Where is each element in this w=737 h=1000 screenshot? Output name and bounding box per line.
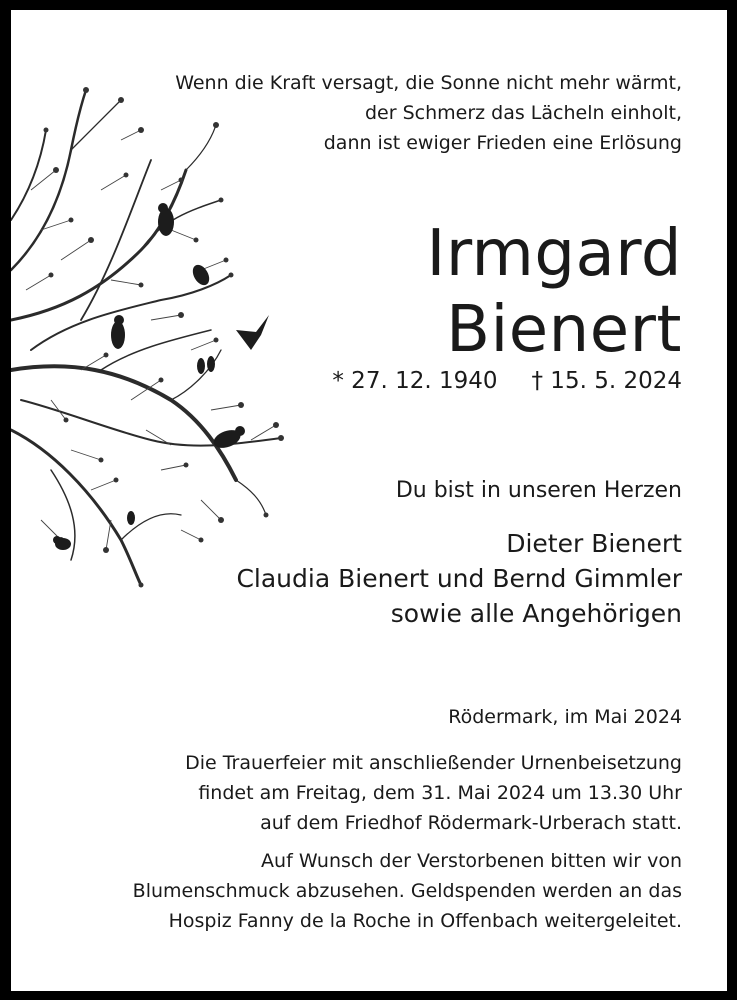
donation-request: [133, 846, 682, 936]
donation-line: Auf Wunsch der Verstorbenen bitten wir von: [261, 850, 682, 872]
mourner-line: Claudia Bienert und Bernd Gimmler: [236, 564, 682, 593]
poem-verse: [175, 68, 682, 158]
donation-line: Blumenschmuck abzusehen. Geldspenden werden an das: [132, 880, 682, 902]
obituary-card: [11, 10, 727, 991]
donation-line: Hospiz Fanny de la Roche in Offenbach weitergeleitet.: [168, 910, 682, 932]
service-line: findet am Freitag, dem 31. Mai 2024 um 13.30 Uhr: [198, 782, 682, 804]
deceased-first-name: Irmgard: [426, 217, 682, 291]
service-line: Die Trauerfeier mit anschließender Urnenbeisetzung: [185, 752, 682, 774]
dedication-text: Du bist in unseren Herzen: [395, 478, 682, 503]
death-date: † 15. 5. 2024: [531, 368, 682, 394]
life-dates: [332, 366, 682, 396]
mourner-line: sowie alle Angehörigen: [390, 599, 682, 628]
poem-line: dann ist ewiger Frieden eine Erlösung: [323, 132, 682, 154]
deceased-last-name: Bienert: [446, 293, 682, 367]
service-line: auf dem Friedhof Rödermark-Urberach statt.: [260, 812, 682, 834]
birth-date: * 27. 12. 1940: [332, 368, 498, 394]
mourner-line: Dieter Bienert: [506, 529, 682, 558]
place-and-date: Rödermark, im Mai 2024: [448, 706, 682, 728]
funeral-service-info: [185, 748, 682, 838]
poem-line: der Schmerz das Lächeln einholt,: [364, 102, 682, 124]
poem-line: Wenn die Kraft versagt, die Sonne nicht mehr wärmt,: [175, 72, 682, 94]
mourners-list: [236, 526, 682, 631]
